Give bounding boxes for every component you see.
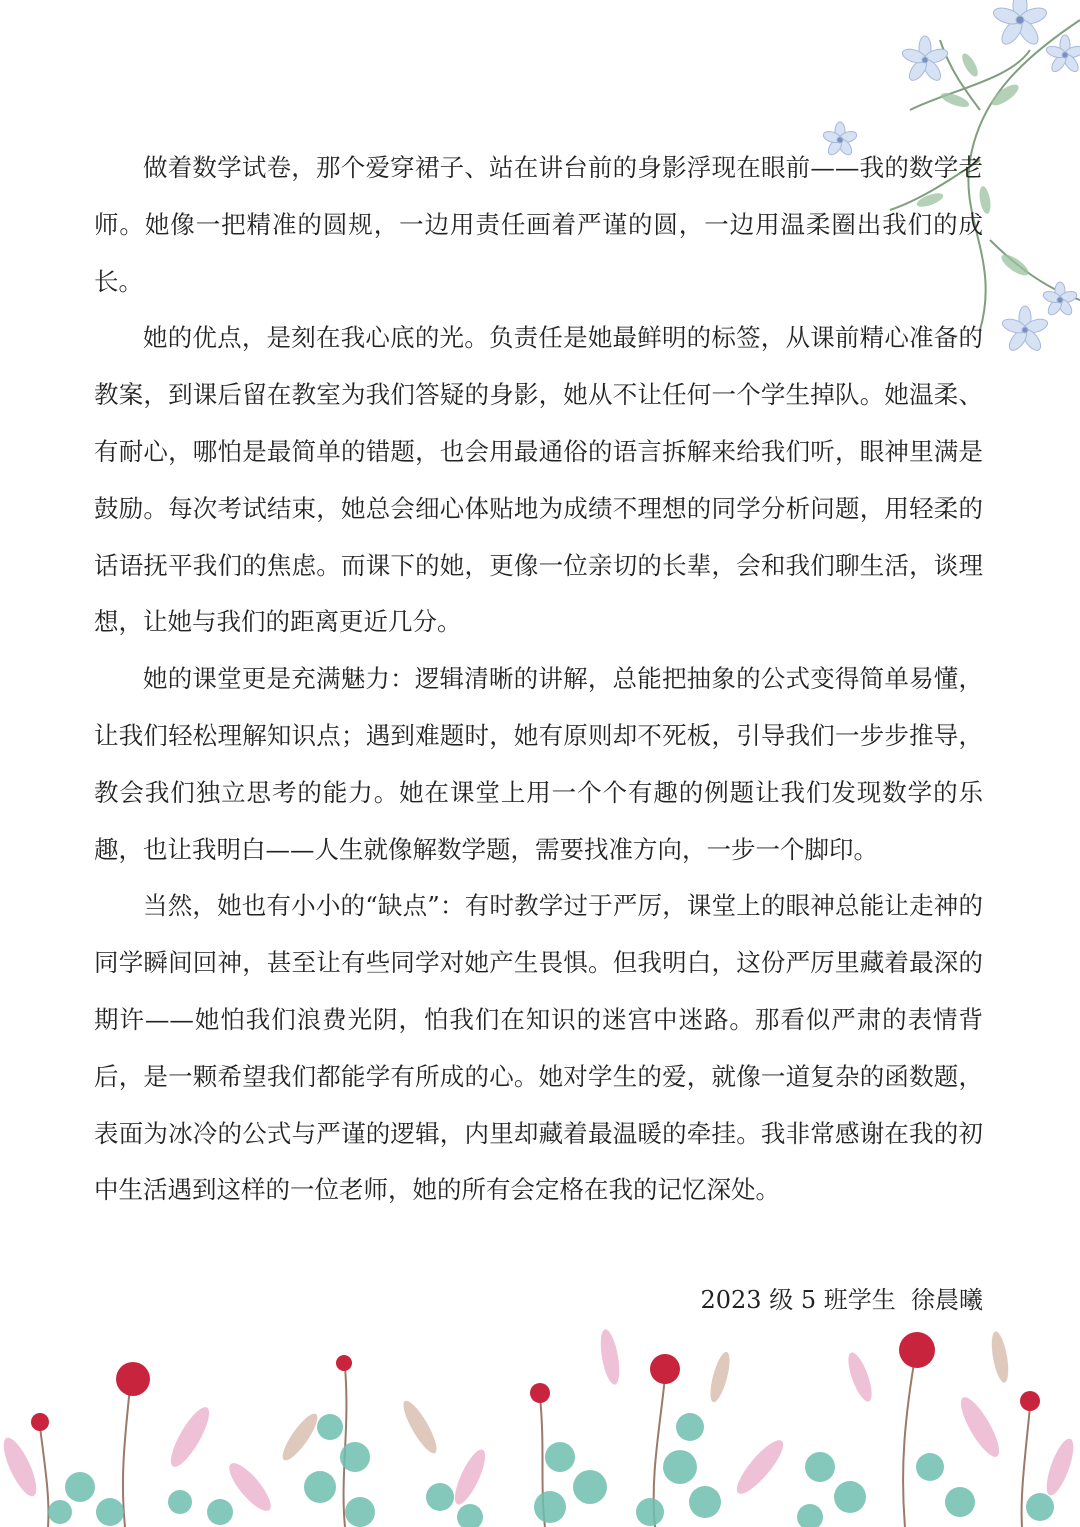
letter-body [94,140,983,1219]
paragraph: 她的课堂更是充满魅力：逻辑清晰的讲解，总能把抽象的公式变得简单易懂，让我们轻松理解知识点；遇到难题时，她有原则却不死板，引导我们一步步推导，教会我们独立思考的能力。她在课堂上用一个个有趣的例题让我们发现数学的乐趣，也让我明白——人生就像解数学题，需要找准方向，一步一个脚印。 [94,664,983,864]
paragraph: 做着数学试卷，那个爱穿裙子、站在讲台前的身影浮现在眼前——我的数学老师。她像一把精准的圆规，一边用责任画着严谨的圆，一边用温柔圈出我们的成长。 [94,153,983,296]
paragraph: 当然，她也有小小的“缺点”：有时教学过于严厉，课堂上的眼神总能让走神的同学瞬间回神，甚至让有些同学对她产生畏惧。但我明白，这份严厉里藏着最深的期许——她怕我们浪费光阴，怕我们在知识的迷宫中迷路。那看似严肃的表情背后，是一颗希望我们都能学有所成的心。她对学生的爱，就像一道复杂的函数题，表面为冰冷的公式与严谨的逻辑，内里却藏着最温暖的牵挂。我非常感谢在我的初中生活遇到这样的一位老师，她的所有会定格在我的记忆深处。 [94,891,983,1205]
paragraph: 她的优点，是刻在我心底的光。负责任是她最鲜明的标签，从课前精心准备的教案，到课后留在教室为我们答疑的身影，她从不让任何一个学生掉队。她温柔、有耐心，哪怕是最简单的错题，也会用最通俗的语言拆解来给我们听，眼神里满是鼓励。每次考试结束，她总会细心体贴地为成绩不理想的同学分析问题，用轻柔的话语抚平我们的焦虑。而课下的她，更像一位亲切的长辈，会和我们聊生活，谈理想，让她与我们的距离更近几分。 [94,323,983,637]
red-flowers-eucalyptus-border-illustration [0,1317,1080,1527]
signature: 2023 级 5 班学生 徐晨曦 [700,1286,983,1314]
